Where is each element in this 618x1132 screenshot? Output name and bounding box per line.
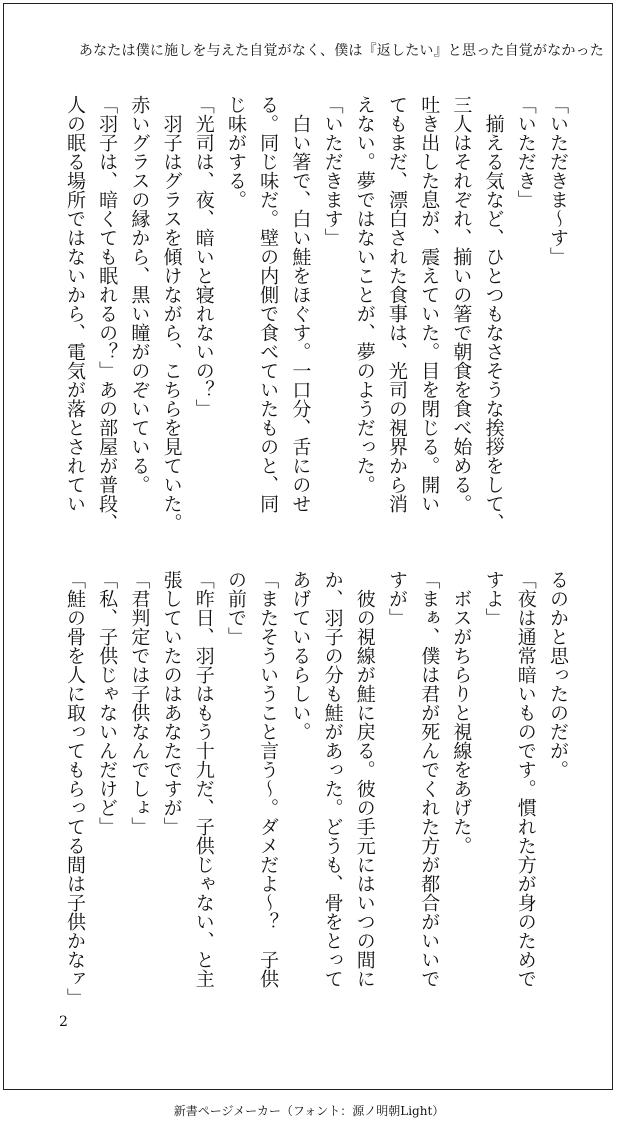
footer-credit: 新書ページメーカー（フォント：源ノ明朝Light） bbox=[173, 1104, 445, 1118]
text-line: 吐き出した息が、震えていた。目を閉じる。開い bbox=[418, 95, 441, 513]
text-line: じ味がする。 bbox=[224, 95, 247, 209]
text-line: ボスがちらりと視線をあげた。 bbox=[450, 570, 473, 855]
text-block-top bbox=[54, 95, 574, 535]
text-line: 「夜は通常暗いものです。慣れた方が身のためで bbox=[514, 570, 537, 988]
text-line: 「いただきま〜す」 bbox=[547, 95, 569, 266]
text-line: 揃える気など、ひとつもなさそうな挨拶をして、 bbox=[482, 95, 505, 532]
text-line: 「鮭の骨を人に取ってもらってる間は子供かなァ」 bbox=[63, 570, 86, 1007]
text-line: か、羽子の分も鮭があった。どうも、骨をとって bbox=[321, 570, 344, 988]
running-header: あなたは僕に施しを与えた自覚がなく、僕は『返したい』と思った自覚がなかった bbox=[78, 43, 604, 59]
page-frame bbox=[3, 3, 613, 1090]
text-line: 三人はそれぞれ、揃いの箸で朝食を食べ始める。 bbox=[450, 95, 473, 513]
text-line: 羽子はグラスを傾けながら、こちらを見ていた。 bbox=[160, 95, 183, 532]
text-line: 人の眠る場所ではないから、電気が落とされてい bbox=[63, 95, 86, 513]
text-line: 「いただき」 bbox=[514, 95, 537, 209]
text-line: 張していたのはあなたですが」 bbox=[160, 570, 183, 836]
text-line: 「君判定では子供なんでしょ」 bbox=[128, 570, 151, 836]
text-line: 「羽子は、暗くても眠れるの？」あの部屋が普段、 bbox=[96, 95, 119, 532]
text-line: 「光司は、夜、暗いと寝れないの？」 bbox=[192, 95, 215, 418]
text-line: 「いただきます」 bbox=[321, 95, 344, 247]
text-line: 「昨日、羽子はもう十九だ、子供じゃない、と主 bbox=[192, 570, 215, 988]
text-line: すよ」 bbox=[482, 570, 505, 627]
text-block-bottom bbox=[54, 570, 574, 1010]
page-number: 2 bbox=[59, 1014, 68, 1030]
text-line: の前で」 bbox=[224, 570, 247, 646]
text-line: えない。夢ではないことが、夢のようだった。 bbox=[353, 95, 376, 494]
text-line: 「まぁ、僕は君が死んでくれた方が都合がいいで bbox=[418, 570, 441, 988]
text-line: 「私、子供じゃないんだけど」 bbox=[96, 570, 119, 836]
text-line: てもまだ、漂白された食事は、光司の視界から消 bbox=[385, 95, 408, 513]
text-line: すが」 bbox=[385, 570, 408, 627]
text-line: 赤いグラスの縁から、黒い瞳がのぞいている。 bbox=[128, 95, 151, 494]
text-line: る。同じ味だ。壁の内側で食べていたものと、同 bbox=[257, 95, 280, 513]
text-line: あげているらしい。 bbox=[289, 570, 312, 741]
text-line: 彼の視線が鮭に戻る。彼の手元にはいつの間に bbox=[353, 570, 376, 988]
text-line: 「またそういうこと言う〜。ダメだよ〜？ 子供 bbox=[257, 570, 280, 988]
text-line: 白い箸で、白い鮭をほぐす。一口分、舌にのせ bbox=[289, 95, 312, 513]
text-line: るのかと思ったのだが。 bbox=[547, 570, 569, 779]
